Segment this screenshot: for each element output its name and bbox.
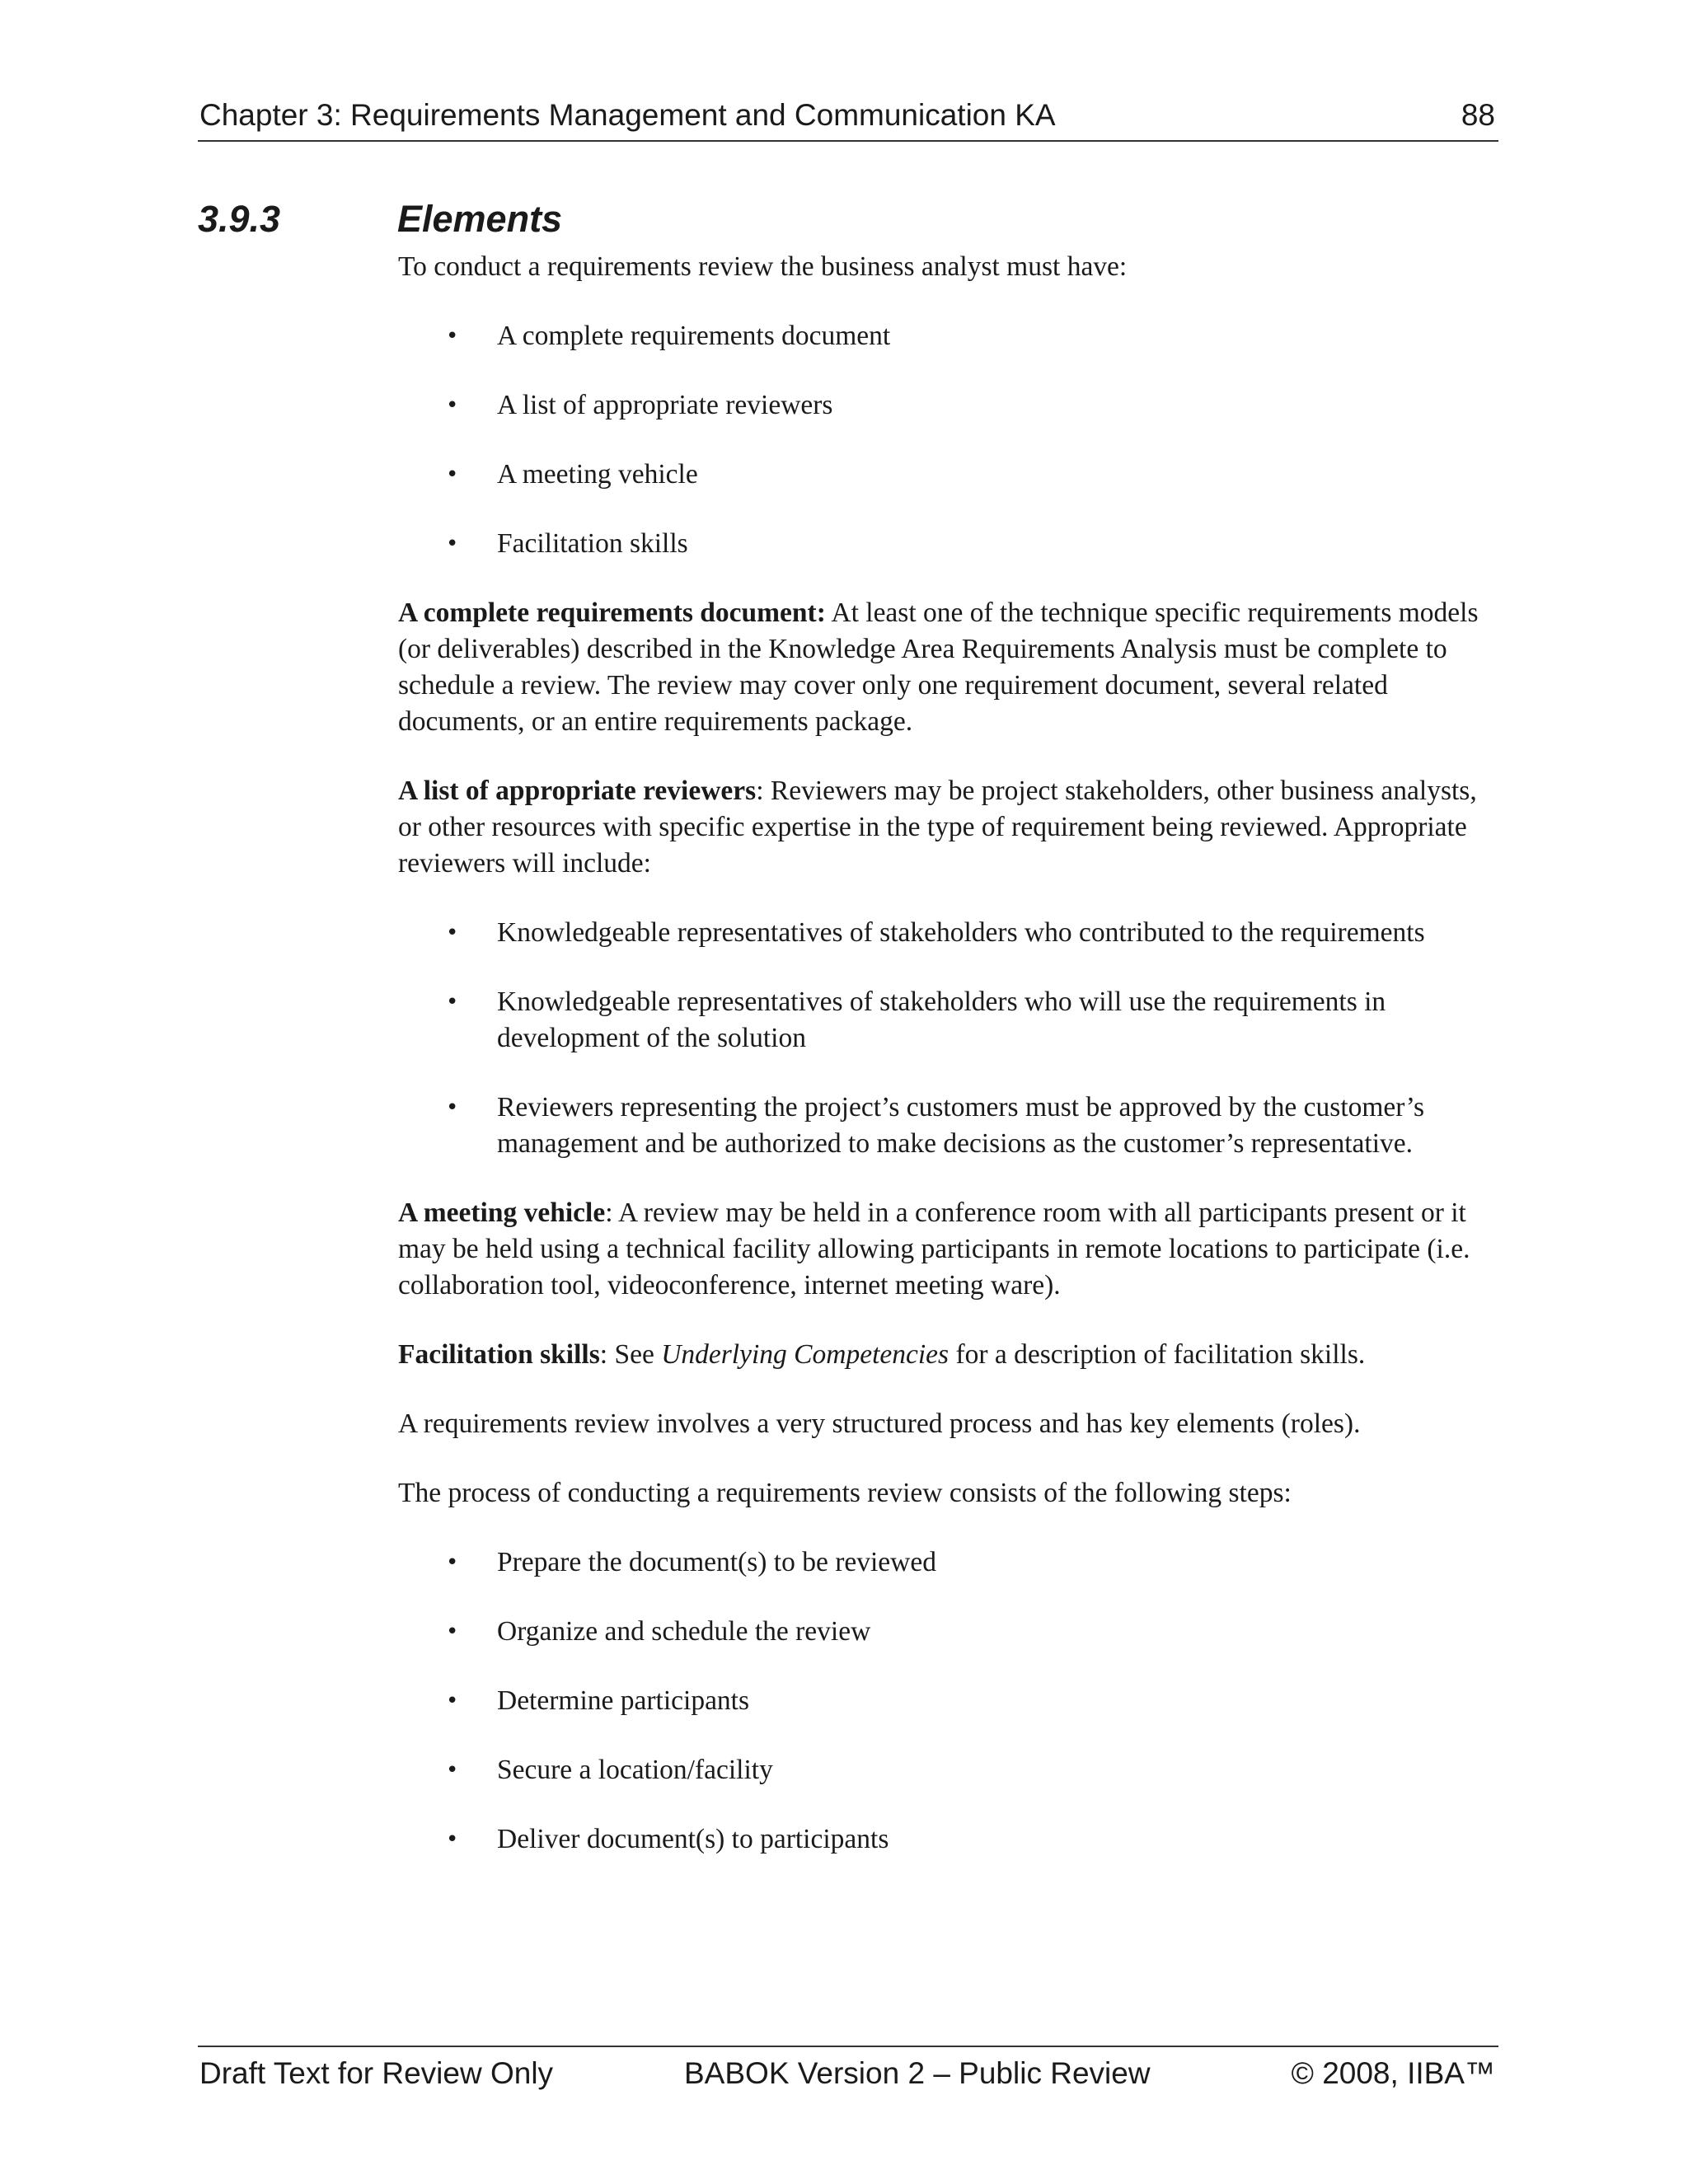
list-item: [398, 915, 1503, 951]
list-item: [398, 526, 1503, 562]
list-item: [398, 318, 1503, 354]
body-text: [398, 249, 1503, 1891]
list-item-text: Deliver document(s) to participants: [497, 1824, 889, 1854]
chapter-title: Chapter 3: Requirements Management and Communication KA: [199, 98, 1056, 132]
list-item: [398, 984, 1503, 1057]
paragraph-text: : A review may be held in a conference room with all participants present or it may be held using a technical facility allowing participants in remote locations to participate (i.e. collaboration tool, videoconference, internet meeting ware).: [398, 1197, 1470, 1301]
list-item-text: Knowledgeable representatives of stakeholders who will use the requirements in development of the solution: [497, 987, 1386, 1053]
list-item-text: Determine participants: [497, 1685, 750, 1716]
list-item-text: A meeting vehicle: [497, 459, 698, 490]
footer-draft-note: Draft Text for Review Only: [199, 2056, 554, 2090]
paragraph-text: for a description of facilitation skills.: [949, 1339, 1366, 1370]
page-number: 88: [1461, 98, 1495, 132]
list-item: [398, 1821, 1503, 1858]
bullet-icon: •: [446, 990, 459, 1015]
facilitation-paragraph: [398, 1337, 1503, 1373]
term-label: A complete requirements document:: [398, 598, 826, 628]
list-item: [398, 1090, 1503, 1162]
paragraph-text: : Reviewers may be project stakeholders, other business analysts, or other resources with specific expertise in the type of requirement being reviewed. Appropriate reviewers will include:: [398, 776, 1477, 879]
list-item-text: Knowledgeable representatives of stakeholders who contributed to the requirements: [497, 917, 1425, 948]
list-item: [398, 387, 1503, 424]
list-item-text: Secure a location/facility: [497, 1755, 773, 1785]
bullet-icon: •: [446, 1827, 459, 1852]
bullet-icon: •: [446, 1095, 459, 1120]
list-item-text: Organize and schedule the review: [497, 1616, 871, 1647]
list-item: [398, 457, 1503, 493]
bullet-icon: •: [446, 1550, 459, 1575]
term-label: Facilitation skills: [398, 1339, 600, 1370]
page-footer: [198, 2046, 1498, 2097]
bullet-icon: •: [446, 1758, 459, 1783]
section-number: 3.9.3: [198, 198, 281, 240]
section-title: Elements: [397, 198, 563, 240]
bullet-icon: •: [446, 532, 459, 556]
list-item: [398, 1614, 1503, 1650]
elements-list: [398, 318, 1503, 562]
steps-list: [398, 1544, 1503, 1858]
term-label: A meeting vehicle: [398, 1197, 606, 1228]
list-item-text: Reviewers representing the project’s customers must be approved by the customer’s management and be authorized to make decisions as the customer’s representative.: [497, 1092, 1425, 1159]
intro-paragraph: To conduct a requirements review the business analyst must have:: [398, 251, 1128, 282]
list-item-text: A complete requirements document: [497, 321, 891, 351]
bullet-icon: •: [446, 324, 459, 349]
reference-title: Underlying Competencies: [661, 1339, 950, 1370]
process-paragraph: A requirements review involves a very structured process and has key elements (roles).: [398, 1408, 1361, 1439]
bullet-icon: •: [446, 462, 459, 487]
list-item: [398, 1752, 1503, 1788]
meeting-paragraph: [398, 1195, 1503, 1304]
reviewers-paragraph: [398, 773, 1503, 882]
bullet-icon: •: [446, 1689, 459, 1713]
page-header: [198, 97, 1498, 142]
paragraph-text: At least one of the technique specific requirements models (or deliverables) described in the Knowledge Area Requirements Analysis must be complete to schedule a review. The review may cover only one requirement document, several related documents, or an entire requirements package.: [398, 598, 1479, 737]
list-item-text: Prepare the document(s) to be reviewed: [497, 1547, 936, 1577]
document-paragraph: [398, 595, 1503, 740]
list-item: [398, 1683, 1503, 1719]
footer-copyright: © 2008, IIBA™: [1291, 2056, 1495, 2090]
term-label: A list of appropriate reviewers: [398, 776, 757, 806]
steps-intro-paragraph: The process of conducting a requirements review consists of the following steps:: [398, 1478, 1292, 1508]
list-item-text: Facilitation skills: [497, 528, 688, 559]
list-item: [398, 1544, 1503, 1581]
paragraph-text: : See: [599, 1339, 662, 1370]
list-item-text: A list of appropriate reviewers: [497, 390, 833, 420]
reviewers-list: [398, 915, 1503, 1162]
footer-version: BABOK Version 2 – Public Review: [684, 2056, 1151, 2090]
bullet-icon: •: [446, 1619, 459, 1644]
bullet-icon: •: [446, 921, 459, 945]
bullet-icon: •: [446, 393, 459, 418]
